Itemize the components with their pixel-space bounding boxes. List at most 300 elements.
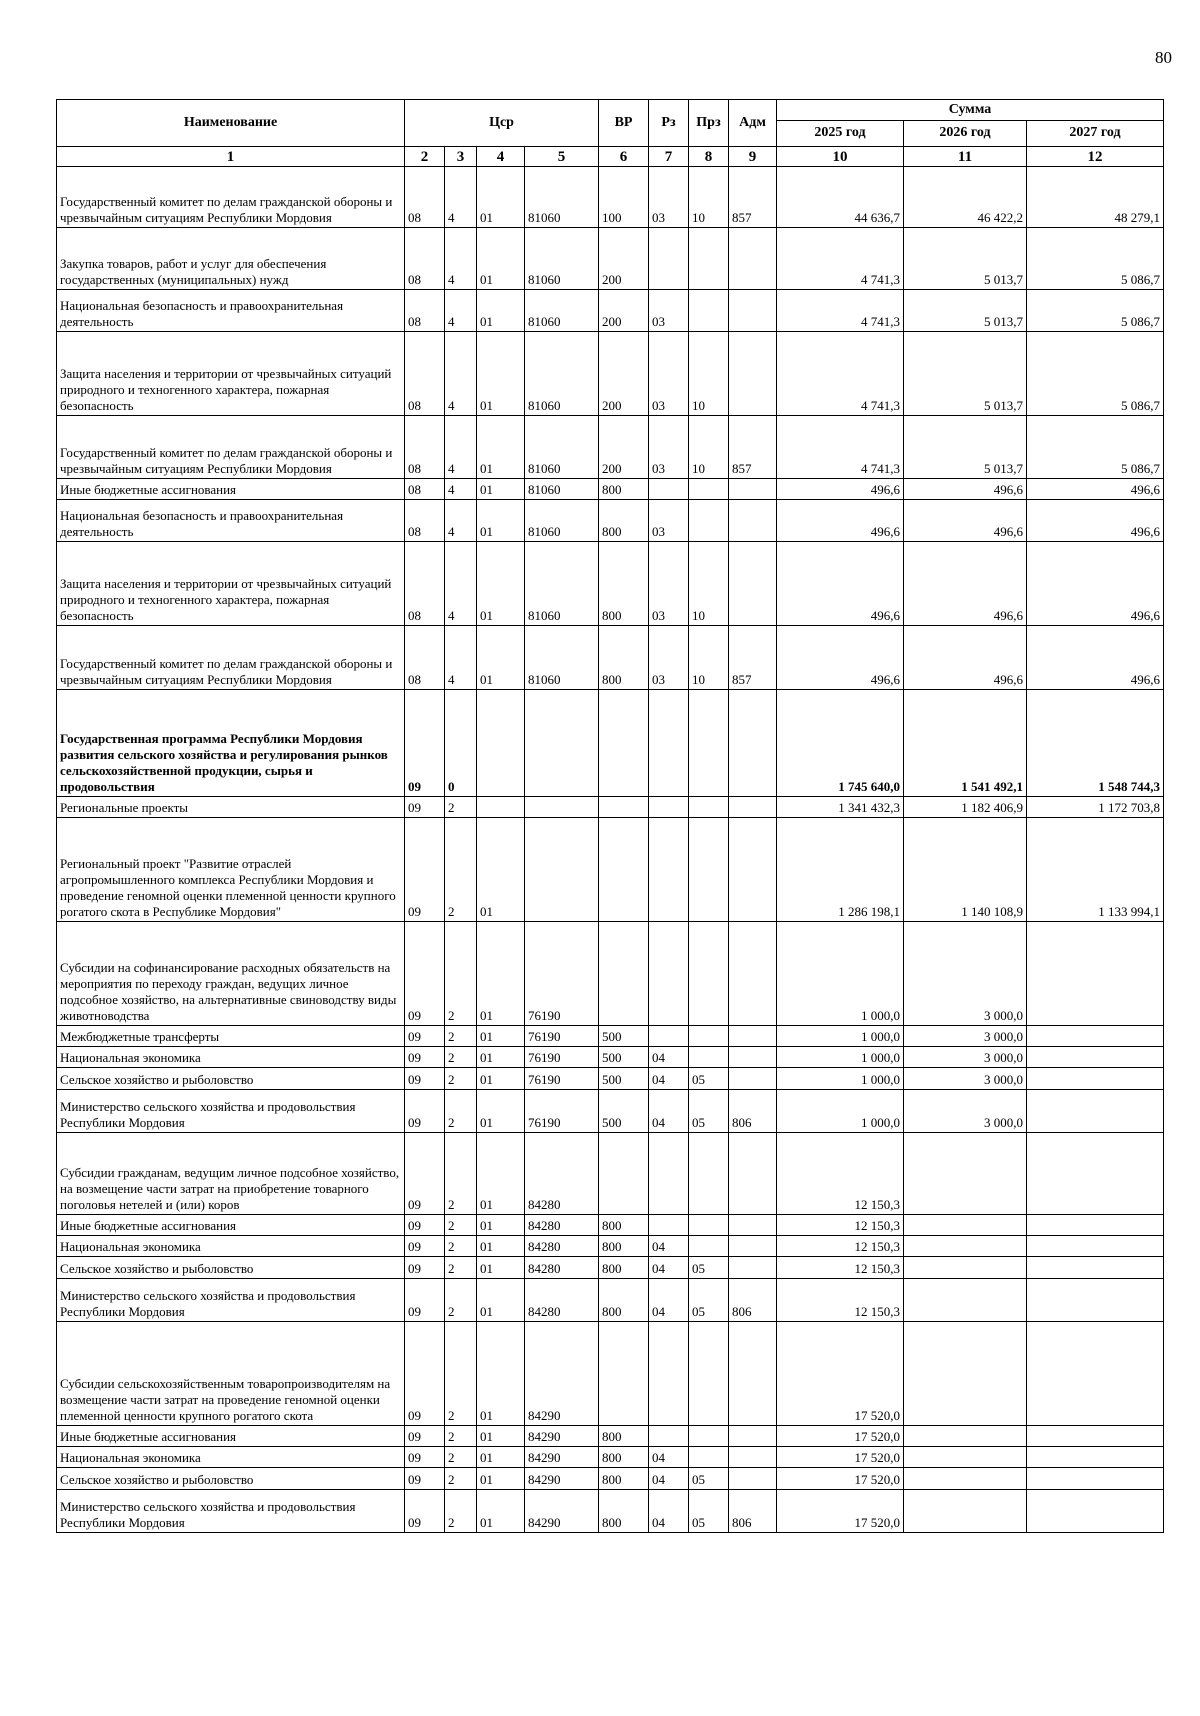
header-rz: Рз [649, 100, 689, 147]
column-number: 6 [599, 147, 649, 167]
csr-subprogram: 2 [445, 818, 477, 922]
amount-2026: 3 000,0 [904, 922, 1027, 1026]
amount-2026 [904, 1133, 1027, 1215]
csr-direction: 81060 [525, 290, 599, 332]
amount-2025: 1 000,0 [777, 1026, 904, 1047]
vr-code: 800 [599, 1236, 649, 1257]
amount-2026: 5 013,7 [904, 228, 1027, 290]
amount-2026 [904, 1426, 1027, 1447]
adm-code [729, 818, 777, 922]
csr-program: 09 [405, 1026, 445, 1047]
csr-subprogram: 4 [445, 500, 477, 542]
csr-event [477, 797, 525, 818]
amount-2027: 48 279,1 [1027, 167, 1164, 228]
adm-code [729, 1426, 777, 1447]
csr-event: 01 [477, 500, 525, 542]
csr-subprogram: 2 [445, 1490, 477, 1533]
csr-event: 01 [477, 1490, 525, 1533]
amount-2025: 12 150,3 [777, 1279, 904, 1322]
rz-code [649, 797, 689, 818]
rz-code [649, 1215, 689, 1236]
table-row [57, 228, 1164, 290]
csr-subprogram: 2 [445, 1257, 477, 1279]
amount-2027 [1027, 1447, 1164, 1468]
csr-subprogram: 4 [445, 290, 477, 332]
rz-code [649, 922, 689, 1026]
csr-event [477, 690, 525, 797]
amount-2025: 1 000,0 [777, 1090, 904, 1133]
amount-2027 [1027, 1026, 1164, 1047]
header-adm: Адм [729, 100, 777, 147]
table-row [57, 1279, 1164, 1322]
row-name: Национальная экономика [57, 1447, 405, 1468]
csr-subprogram: 2 [445, 1090, 477, 1133]
row-name: Министерство сельского хозяйства и продовольствия Республики Мордовия [57, 1279, 405, 1322]
adm-code [729, 1047, 777, 1068]
amount-2026 [904, 1447, 1027, 1468]
csr-program: 09 [405, 1236, 445, 1257]
table-row [57, 290, 1164, 332]
csr-program: 08 [405, 479, 445, 500]
rz-code: 04 [649, 1279, 689, 1322]
csr-event: 01 [477, 1026, 525, 1047]
adm-code [729, 690, 777, 797]
adm-code: 806 [729, 1490, 777, 1533]
csr-program: 08 [405, 416, 445, 479]
amount-2026: 1 541 492,1 [904, 690, 1027, 797]
header-vr: ВР [599, 100, 649, 147]
amount-2026 [904, 1279, 1027, 1322]
csr-program: 08 [405, 500, 445, 542]
adm-code [729, 1257, 777, 1279]
amount-2025: 12 150,3 [777, 1133, 904, 1215]
csr-direction: 76190 [525, 1090, 599, 1133]
row-name: Государственный комитет по делам гражданской обороны и чрезвычайным ситуациям Республики Мордовия [57, 167, 405, 228]
adm-code [729, 228, 777, 290]
column-number: 10 [777, 147, 904, 167]
amount-2027: 496,6 [1027, 626, 1164, 690]
amount-2027 [1027, 1468, 1164, 1490]
rz-code: 04 [649, 1257, 689, 1279]
csr-program: 09 [405, 1468, 445, 1490]
prz-code [689, 290, 729, 332]
adm-code [729, 1026, 777, 1047]
amount-2027 [1027, 1236, 1164, 1257]
table-row [57, 416, 1164, 479]
table-row [57, 1468, 1164, 1490]
amount-2027: 496,6 [1027, 542, 1164, 626]
vr-code [599, 690, 649, 797]
table-row [57, 500, 1164, 542]
row-name: Национальная экономика [57, 1236, 405, 1257]
row-name: Сельское хозяйство и рыболовство [57, 1468, 405, 1490]
row-name: Региональные проекты [57, 797, 405, 818]
prz-code [689, 479, 729, 500]
amount-2025: 496,6 [777, 542, 904, 626]
csr-event: 01 [477, 1257, 525, 1279]
csr-event: 01 [477, 479, 525, 500]
vr-code: 200 [599, 332, 649, 416]
rz-code: 04 [649, 1047, 689, 1068]
csr-event: 01 [477, 1133, 525, 1215]
csr-direction: 84280 [525, 1236, 599, 1257]
prz-code: 05 [689, 1468, 729, 1490]
table-row [57, 690, 1164, 797]
prz-code [689, 1026, 729, 1047]
adm-code [729, 922, 777, 1026]
amount-2025: 4 741,3 [777, 332, 904, 416]
adm-code: 857 [729, 626, 777, 690]
csr-event: 01 [477, 416, 525, 479]
csr-event: 01 [477, 1279, 525, 1322]
csr-program: 09 [405, 797, 445, 818]
rz-code: 03 [649, 332, 689, 416]
csr-direction [525, 690, 599, 797]
vr-code: 500 [599, 1047, 649, 1068]
amount-2027: 1 172 703,8 [1027, 797, 1164, 818]
csr-event: 01 [477, 290, 525, 332]
csr-event: 01 [477, 167, 525, 228]
prz-code [689, 1133, 729, 1215]
amount-2027: 496,6 [1027, 479, 1164, 500]
csr-direction: 81060 [525, 542, 599, 626]
vr-code: 800 [599, 626, 649, 690]
vr-code [599, 922, 649, 1026]
amount-2025: 12 150,3 [777, 1215, 904, 1236]
prz-code [689, 797, 729, 818]
csr-event: 01 [477, 542, 525, 626]
csr-subprogram: 4 [445, 228, 477, 290]
adm-code: 857 [729, 416, 777, 479]
amount-2026 [904, 1490, 1027, 1533]
adm-code [729, 797, 777, 818]
row-name: Государственный комитет по делам гражданской обороны и чрезвычайным ситуациям Республики Мордовия [57, 416, 405, 479]
column-number: 2 [405, 147, 445, 167]
rz-code [649, 1026, 689, 1047]
table-row [57, 167, 1164, 228]
csr-subprogram: 2 [445, 1068, 477, 1090]
csr-direction: 84290 [525, 1490, 599, 1533]
row-name: Межбюджетные трансферты [57, 1026, 405, 1047]
amount-2025: 1 000,0 [777, 1047, 904, 1068]
amount-2027: 496,6 [1027, 500, 1164, 542]
header-year-2026: 2026 год [904, 121, 1027, 147]
amount-2025: 44 636,7 [777, 167, 904, 228]
column-number: 11 [904, 147, 1027, 167]
amount-2026 [904, 1322, 1027, 1426]
csr-direction: 84280 [525, 1133, 599, 1215]
csr-direction: 84280 [525, 1279, 599, 1322]
csr-direction: 81060 [525, 332, 599, 416]
table-row [57, 479, 1164, 500]
rz-code [649, 690, 689, 797]
csr-direction: 81060 [525, 626, 599, 690]
amount-2025: 1 341 432,3 [777, 797, 904, 818]
amount-2027 [1027, 1215, 1164, 1236]
amount-2027 [1027, 1279, 1164, 1322]
csr-subprogram: 4 [445, 332, 477, 416]
prz-code: 10 [689, 542, 729, 626]
amount-2027: 5 086,7 [1027, 228, 1164, 290]
row-name: Закупка товаров, работ и услуг для обеспечения государственных (муниципальных) нужд [57, 228, 405, 290]
amount-2027 [1027, 1090, 1164, 1133]
csr-subprogram: 4 [445, 479, 477, 500]
table-body [57, 167, 1164, 1533]
amount-2026 [904, 1236, 1027, 1257]
rz-code: 03 [649, 416, 689, 479]
csr-direction: 76190 [525, 922, 599, 1026]
csr-program: 09 [405, 1447, 445, 1468]
row-name: Иные бюджетные ассигнования [57, 1215, 405, 1236]
csr-program: 08 [405, 167, 445, 228]
prz-code [689, 1215, 729, 1236]
table-row [57, 1215, 1164, 1236]
amount-2025: 4 741,3 [777, 416, 904, 479]
csr-direction: 84290 [525, 1426, 599, 1447]
amount-2026: 3 000,0 [904, 1026, 1027, 1047]
csr-program: 09 [405, 1047, 445, 1068]
rz-code: 03 [649, 167, 689, 228]
vr-code: 800 [599, 1447, 649, 1468]
amount-2025: 17 520,0 [777, 1490, 904, 1533]
amount-2027 [1027, 1426, 1164, 1447]
csr-program: 09 [405, 1090, 445, 1133]
table-row [57, 1490, 1164, 1533]
amount-2026: 496,6 [904, 500, 1027, 542]
csr-program: 09 [405, 1322, 445, 1426]
amount-2027: 5 086,7 [1027, 416, 1164, 479]
column-number: 4 [477, 147, 525, 167]
prz-code: 05 [689, 1279, 729, 1322]
csr-subprogram: 2 [445, 1026, 477, 1047]
vr-code: 800 [599, 1426, 649, 1447]
amount-2025: 1 000,0 [777, 1068, 904, 1090]
vr-code: 800 [599, 542, 649, 626]
row-name: Национальная безопасность и правоохранительная деятельность [57, 290, 405, 332]
adm-code: 857 [729, 167, 777, 228]
amount-2026: 1 182 406,9 [904, 797, 1027, 818]
adm-code [729, 1322, 777, 1426]
csr-subprogram: 2 [445, 797, 477, 818]
adm-code [729, 1468, 777, 1490]
row-name: Субсидии сельскохозяйственным товаропроизводителям на возмещение части затрат на проведение геномной оценки племенной ценности крупного рогатого скота [57, 1322, 405, 1426]
amount-2026: 5 013,7 [904, 416, 1027, 479]
rz-code: 03 [649, 500, 689, 542]
rz-code [649, 1426, 689, 1447]
table-row [57, 332, 1164, 416]
rz-code: 04 [649, 1236, 689, 1257]
table-row [57, 922, 1164, 1026]
row-name: Региональный проект "Развитие отраслей агропромышленного комплекса Республики Мордовия и проведение геномной оценки племенной ценности крупного рогатого скота в Республике Мордовия" [57, 818, 405, 922]
csr-event: 01 [477, 1426, 525, 1447]
page-number: 80 [1155, 48, 1172, 67]
prz-code [689, 818, 729, 922]
row-name: Сельское хозяйство и рыболовство [57, 1068, 405, 1090]
amount-2025: 17 520,0 [777, 1447, 904, 1468]
table-row [57, 797, 1164, 818]
csr-direction: 81060 [525, 167, 599, 228]
csr-event: 01 [477, 1215, 525, 1236]
amount-2025: 4 741,3 [777, 228, 904, 290]
csr-direction: 84290 [525, 1468, 599, 1490]
csr-subprogram: 2 [445, 1133, 477, 1215]
table-row [57, 1426, 1164, 1447]
csr-subprogram: 2 [445, 1447, 477, 1468]
rz-code: 03 [649, 290, 689, 332]
amount-2025: 17 520,0 [777, 1426, 904, 1447]
amount-2025: 17 520,0 [777, 1322, 904, 1426]
row-name: Защита населения и территории от чрезвычайных ситуаций природного и техногенного характера, пожарная безопасность [57, 332, 405, 416]
rz-code: 03 [649, 626, 689, 690]
amount-2025: 17 520,0 [777, 1468, 904, 1490]
csr-subprogram: 4 [445, 542, 477, 626]
row-name: Иные бюджетные ассигнования [57, 479, 405, 500]
csr-subprogram: 2 [445, 1468, 477, 1490]
vr-code: 800 [599, 479, 649, 500]
amount-2026 [904, 1215, 1027, 1236]
column-number: 5 [525, 147, 599, 167]
prz-code: 10 [689, 167, 729, 228]
header-year-2025: 2025 год [777, 121, 904, 147]
amount-2026: 5 013,7 [904, 290, 1027, 332]
rz-code [649, 479, 689, 500]
adm-code [729, 542, 777, 626]
csr-direction: 76190 [525, 1026, 599, 1047]
row-name: Иные бюджетные ассигнования [57, 1426, 405, 1447]
vr-code: 500 [599, 1090, 649, 1133]
amount-2026: 3 000,0 [904, 1068, 1027, 1090]
csr-program: 08 [405, 626, 445, 690]
csr-subprogram: 2 [445, 922, 477, 1026]
amount-2027: 5 086,7 [1027, 290, 1164, 332]
row-name: Национальная экономика [57, 1047, 405, 1068]
amount-2027: 5 086,7 [1027, 332, 1164, 416]
table-row [57, 1090, 1164, 1133]
csr-direction: 84280 [525, 1257, 599, 1279]
amount-2026: 3 000,0 [904, 1090, 1027, 1133]
prz-code: 05 [689, 1490, 729, 1533]
csr-program: 08 [405, 290, 445, 332]
amount-2025: 1 000,0 [777, 922, 904, 1026]
amount-2026: 1 140 108,9 [904, 818, 1027, 922]
row-name: Государственная программа Республики Мордовия развития сельского хозяйства и регулирования рынков сельскохозяйственной продукции, сырья и продовольствия [57, 690, 405, 797]
adm-code: 806 [729, 1090, 777, 1133]
adm-code [729, 1215, 777, 1236]
rz-code: 04 [649, 1090, 689, 1133]
csr-event: 01 [477, 818, 525, 922]
vr-code: 800 [599, 1257, 649, 1279]
amount-2025: 12 150,3 [777, 1257, 904, 1279]
csr-subprogram: 2 [445, 1279, 477, 1322]
vr-code: 500 [599, 1068, 649, 1090]
table-row [57, 1447, 1164, 1468]
csr-program: 09 [405, 1215, 445, 1236]
row-name: Национальная безопасность и правоохранительная деятельность [57, 500, 405, 542]
prz-code: 05 [689, 1068, 729, 1090]
adm-code [729, 1447, 777, 1468]
amount-2025: 496,6 [777, 500, 904, 542]
prz-code: 05 [689, 1090, 729, 1133]
row-name: Государственный комитет по делам гражданской обороны и чрезвычайным ситуациям Республики Мордовия [57, 626, 405, 690]
csr-subprogram: 2 [445, 1215, 477, 1236]
prz-code [689, 228, 729, 290]
csr-program: 09 [405, 690, 445, 797]
rz-code: 04 [649, 1068, 689, 1090]
amount-2026 [904, 1468, 1027, 1490]
csr-subprogram: 4 [445, 416, 477, 479]
csr-program: 09 [405, 1279, 445, 1322]
prz-code [689, 922, 729, 1026]
prz-code: 10 [689, 416, 729, 479]
column-number: 3 [445, 147, 477, 167]
amount-2027 [1027, 1047, 1164, 1068]
table-row [57, 1236, 1164, 1257]
row-name: Субсидии гражданам, ведущим личное подсобное хозяйство, на возмещение части затрат на приобретение товарного поголовья нетелей и (или) коров [57, 1133, 405, 1215]
table-row [57, 1026, 1164, 1047]
table-row [57, 1257, 1164, 1279]
row-name: Министерство сельского хозяйства и продовольствия Республики Мордовия [57, 1090, 405, 1133]
row-name: Защита населения и территории от чрезвычайных ситуаций природного и техногенного характера, пожарная безопасность [57, 542, 405, 626]
csr-program: 08 [405, 228, 445, 290]
prz-code [689, 1447, 729, 1468]
table-row [57, 1068, 1164, 1090]
header-year-2027: 2027 год [1027, 121, 1164, 147]
row-name: Сельское хозяйство и рыболовство [57, 1257, 405, 1279]
amount-2026: 3 000,0 [904, 1047, 1027, 1068]
csr-subprogram: 2 [445, 1426, 477, 1447]
adm-code [729, 290, 777, 332]
csr-direction: 84290 [525, 1447, 599, 1468]
prz-code [689, 1322, 729, 1426]
csr-direction: 84290 [525, 1322, 599, 1426]
csr-event: 01 [477, 922, 525, 1026]
csr-subprogram: 2 [445, 1322, 477, 1426]
header-csr: Цср [405, 100, 599, 147]
amount-2027 [1027, 1068, 1164, 1090]
amount-2026: 5 013,7 [904, 332, 1027, 416]
csr-program: 09 [405, 922, 445, 1026]
amount-2027 [1027, 922, 1164, 1026]
prz-code [689, 500, 729, 542]
vr-code: 200 [599, 416, 649, 479]
table-row [57, 818, 1164, 922]
column-number: 9 [729, 147, 777, 167]
table-row [57, 1047, 1164, 1068]
prz-code: 05 [689, 1257, 729, 1279]
csr-subprogram: 4 [445, 167, 477, 228]
prz-code [689, 690, 729, 797]
csr-program: 09 [405, 1257, 445, 1279]
amount-2025: 496,6 [777, 626, 904, 690]
adm-code [729, 332, 777, 416]
csr-subprogram: 2 [445, 1047, 477, 1068]
amount-2025: 12 150,3 [777, 1236, 904, 1257]
csr-direction: 81060 [525, 479, 599, 500]
vr-code: 200 [599, 290, 649, 332]
amount-2027 [1027, 1322, 1164, 1426]
rz-code [649, 818, 689, 922]
csr-direction: 81060 [525, 416, 599, 479]
prz-code [689, 1047, 729, 1068]
row-name: Министерство сельского хозяйства и продовольствия Республики Мордовия [57, 1490, 405, 1533]
vr-code: 800 [599, 1490, 649, 1533]
amount-2026 [904, 1257, 1027, 1279]
csr-program: 09 [405, 1133, 445, 1215]
rz-code [649, 1133, 689, 1215]
table-row [57, 1133, 1164, 1215]
adm-code [729, 500, 777, 542]
vr-code: 800 [599, 1279, 649, 1322]
